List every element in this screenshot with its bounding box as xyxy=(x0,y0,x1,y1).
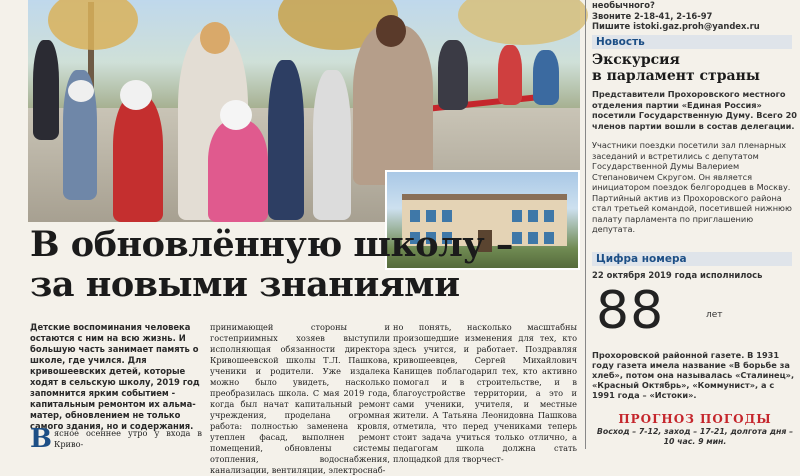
news-title-line: Экскурсия xyxy=(592,52,680,68)
section-label-number: Цифра номера xyxy=(592,252,792,266)
headline-line: В обновлённую школу – xyxy=(30,224,513,265)
dropcap: В xyxy=(30,424,52,454)
column-divider xyxy=(585,0,586,449)
person-adult xyxy=(353,25,433,185)
contact-phone: Звоните 2-18-41, 2-16-97 xyxy=(592,10,713,21)
person-child xyxy=(113,95,163,222)
number-unit: лет xyxy=(706,310,723,320)
person-head xyxy=(68,80,94,102)
col1-text: ясное осеннее утро у входа в Криво- xyxy=(53,428,202,449)
person-child xyxy=(313,70,351,220)
article-col1 xyxy=(30,424,202,454)
number-value: 88 xyxy=(596,281,665,341)
contact-email: Пишите istoki.gaz.proh@yandex.ru xyxy=(592,21,760,31)
person xyxy=(438,40,468,110)
article-col3: но понять, насколько масштабны произошедшие изменения для тех, кто здесь учится, и работает. Поздравляя кривошеевцев, Сергей Михайлович Канищев поблагодарил тех, кто активно помогал и в строительстве, и в благоустройстве территории, а это и сами ученики, учителя, и местные жители. А Татьяна Леонидовна Пашкова отметила, что перед учениками теперь стоит задача учиться только отлично, а педагогам школа должна стать площадкой для творчест- xyxy=(393,322,577,464)
article-col2: принимающей стороны и гостеприимных хозяев выступили исполняющая обязанности директора Кривошеевской школы Т.Л. Пашкова, ученики и родители. Уже издалека можно было увидеть, насколько преобразилась школа. С мая 2019 года, когда был начат капитальный ремонт учреждения, проделана огромная работа: полностью заменена кровля, утеплен фасад, выполнен ремонт помещений, обновлены системы отопления, водоснабжения, канализации, вентиляции, электроснаб- xyxy=(210,322,390,475)
contact-block xyxy=(592,0,800,32)
person-head xyxy=(376,15,406,47)
person-head xyxy=(200,22,230,54)
news-lead: Представители Прохоровского местного отделения партии «Единая Россия» посетили Государственную Думу. Всего 20 членов партии вошли в состав делегации. xyxy=(592,89,797,131)
news-body: Участники поездки посетили зал пленарных заседаний и встретились с депутатом Государственной Думы Валерием Степановичем Скругом. Он является инициатором поездок белгородцев в Москву. Партийный актив из Прохоровского района стал третьей командой, посетившей нижнюю палату парламента по приглашению депутата. xyxy=(592,140,792,234)
number-date: 22 октября 2019 года исполнилось xyxy=(592,270,763,280)
person xyxy=(533,50,559,105)
weather-text: Восход – 7-12, заход – 17-21, долгота дня – 10 час. 9 мин. xyxy=(596,427,794,446)
photo-tree-crown xyxy=(48,0,138,50)
headline-line: за новыми знаниями xyxy=(30,264,460,305)
section-label-news: Новость xyxy=(592,35,792,49)
person-child xyxy=(268,60,304,220)
person-child xyxy=(208,120,268,222)
person xyxy=(498,45,522,105)
contact-top: необычного? xyxy=(592,0,655,10)
number-text: Прохоровской районной газете. В 1931 году газета имела название «В борьбе за хлеб», потом она называлась «Сталинец», «Красный Октябрь», «Коммунист», а с 1991 года – «Истоки». xyxy=(592,350,795,400)
person-head xyxy=(120,80,152,110)
photo-tree-crown xyxy=(458,0,588,45)
person xyxy=(33,40,59,140)
article-lead: Детские воспоминания человека остаются с ним на всю жизнь. И большую часть занимает память о школе, где учился. Для кривошеевских детей, которые ходят в сельскую школу, 2019 год запомнится ярким событием - капитальным ремонтом их альма-матер, обновлением не только самого здания, но и содержания. xyxy=(30,322,200,431)
person-head xyxy=(220,100,252,130)
weather-title: ПРОГНОЗ ПОГОДЫ xyxy=(618,412,772,426)
article-headline xyxy=(30,225,575,305)
news-title xyxy=(592,52,800,84)
news-title-line: в парламент страны xyxy=(592,68,760,84)
